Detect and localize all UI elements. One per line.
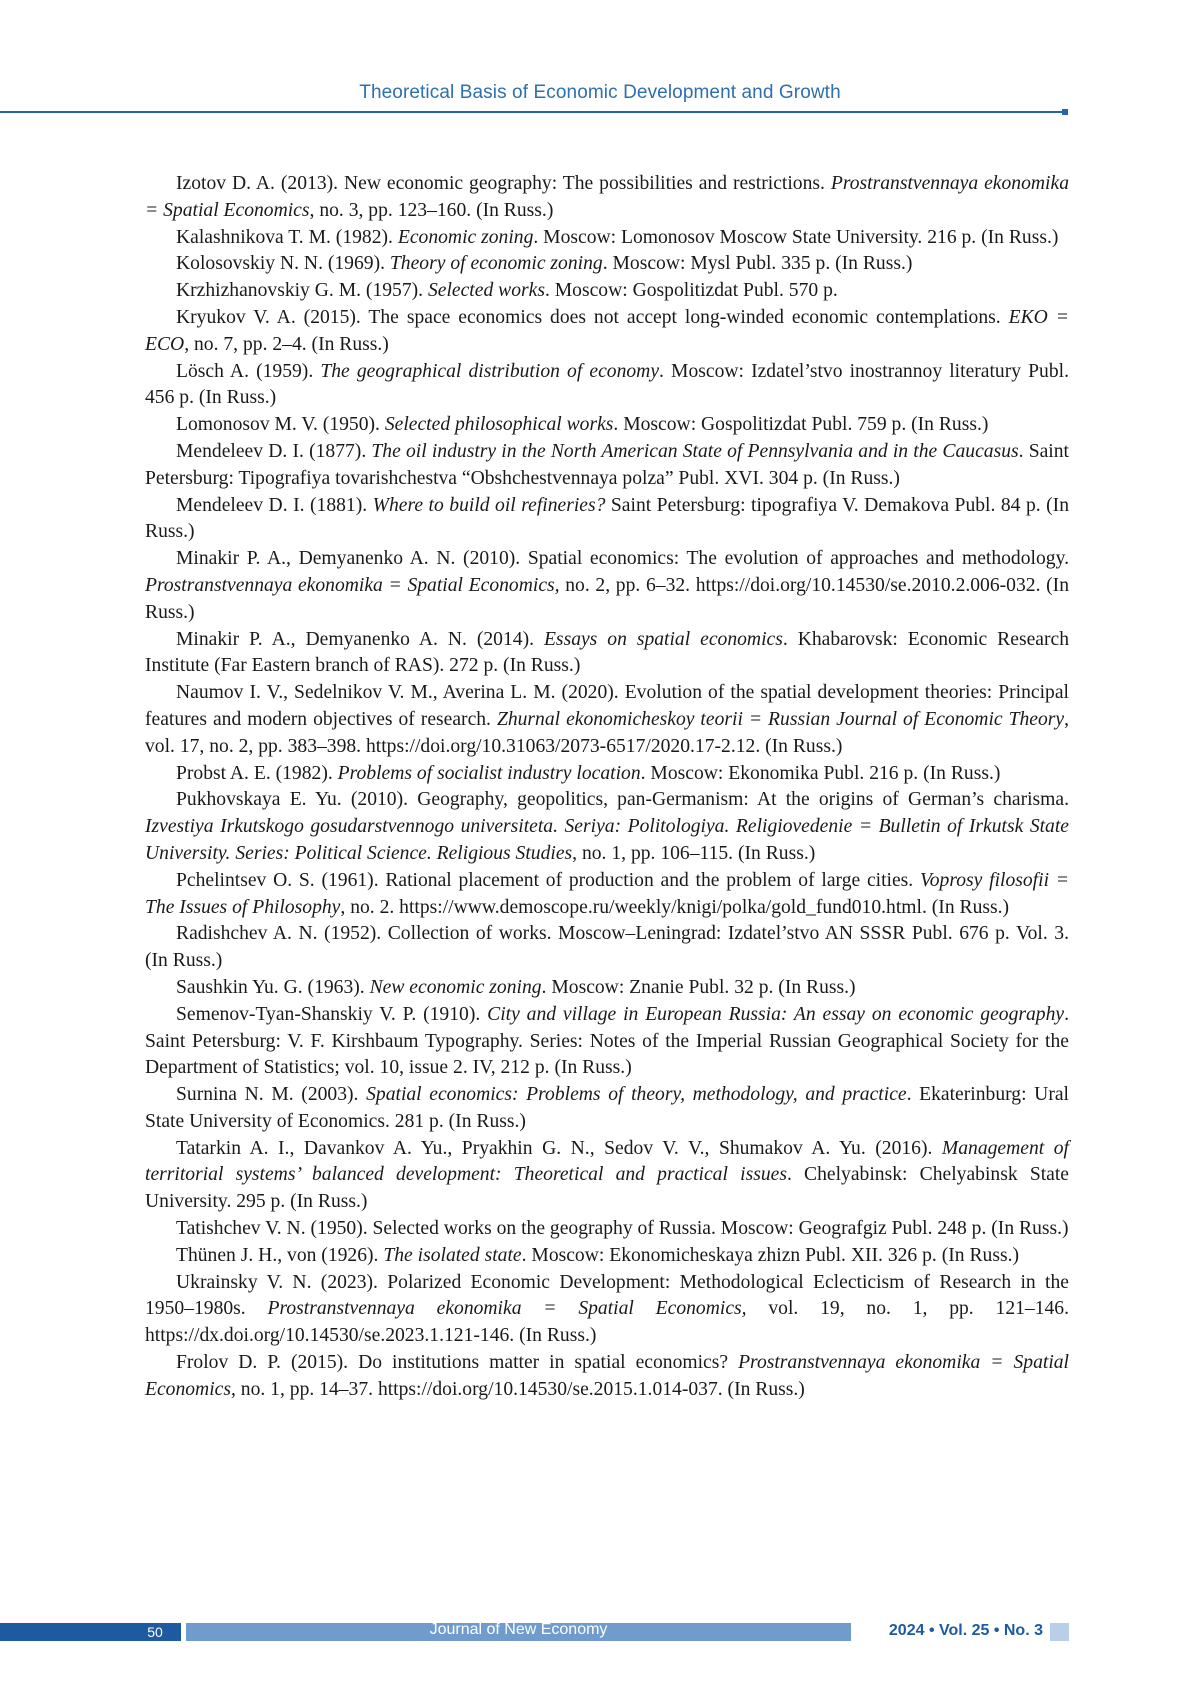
reference-list [145,171,1069,1404]
reference-entry [145,787,1069,867]
reference-entry [145,1243,1069,1270]
issue-info: 2024 • Vol. 25 • No. 3 [858,1620,1043,1642]
header-rule [0,111,1063,113]
reference-text: Saint Petersburg: tipografiya V. Demakova Publ. 84 p. (In Russ.) [145,495,1069,543]
reference-entry [145,975,1069,1002]
reference-entry [145,305,1069,359]
reference-text: Ukrainsky V. N. (2023). Polarized Economic Development: Methodological Eclecticism of Research in the 1950–1980s. [145,1272,1069,1320]
reference-title: Zhurnal ekonomicheskoy teorii = Russian Journal of Economic Theory [497,709,1064,730]
reference-text: Surnina N. M. (2003). [176,1084,366,1105]
reference-title: Selected works [428,280,545,301]
reference-entry [145,1082,1069,1136]
reference-entry [145,1350,1069,1404]
reference-title: The geographical distribution of economy [320,361,659,382]
reference-entry [145,1216,1069,1243]
reference-title: New economic zoning [370,977,542,998]
footer-end-square [1050,1623,1069,1641]
reference-entry [145,680,1069,760]
reference-entry [145,868,1069,922]
journal-name: Journal of New Economy [186,1620,851,1640]
reference-title: Spatial economics: Problems of theory, methodology, and practice [366,1084,906,1105]
reference-title: Voprosy filosofii = The Issues of Philosophy [145,870,1069,918]
reference-title: City and village in European Russia: An essay on economic geography [487,1004,1064,1025]
reference-title: Izvestiya Irkutskogo gosudarstvennogo universiteta. Seriya: Politologiya. Religiovedenie = Bulletin of Irkutsk State University. Series: Political Science. Religious Studies [145,816,1069,864]
reference-text: . Khabarovsk: Economic Research Institute (Far Eastern branch of RAS). 272 p. (In Russ.) [145,629,1069,677]
reference-text: , no. 3, pp. 123–160. (In Russ.) [310,200,554,221]
reference-entry [145,412,1069,439]
reference-text: Naumov I. V., Sedelnikov V. M., Averina L. M. (2020). Evolution of the spatial development theories: Principal features and modern objectives of research. [145,682,1069,730]
reference-entry [145,1270,1069,1350]
reference-text: Tatarkin A. I., Davankov A. Yu., Pryakhin G. N., Sedov V. V., Shumakov A. Yu. (2016). [176,1138,942,1159]
page-number: 50 [130,1622,180,1642]
reference-entry [145,225,1069,252]
reference-text: Radishchev A. N. (1952). Collection of works. Moscow–Leningrad: Izdatel’stvo AN SSSR Publ. 676 p. Vol. 3. (In Russ.) [145,923,1069,971]
reference-entry [145,493,1069,547]
reference-text: , no. 1, pp. 14–37. https://doi.org/10.14530/se.2015.1.014-037. (In Russ.) [231,1379,805,1400]
header-rule-end-square [1062,109,1068,115]
reference-text: Lösch A. (1959). [176,361,320,382]
reference-text: Saushkin Yu. G. (1963). [176,977,370,998]
reference-text: . Saint Petersburg: V. F. Kirshbaum Typography. Series: Notes of the Imperial Russian Geographical Society for the Department of Statistics; vol. 10, issue 2. IV, 212 p. (In Russ.) [145,1004,1069,1079]
running-header-title: Theoretical Basis of Economic Development and Growth [0,82,1200,104]
reference-title: Management of territorial systems’ balanced development: Theoretical and practical issues [145,1138,1069,1186]
reference-entry [145,278,1069,305]
reference-entry [145,359,1069,413]
reference-text: Thünen J. H., von (1926). [176,1245,383,1266]
reference-title: Problems of socialist industry location [338,763,641,784]
reference-text: Minakir P. A., Demyanenko A. N. (2010). Spatial economics: The evolution of approaches and methodology. [176,548,1069,569]
reference-entry [145,439,1069,493]
reference-text: . Chelyabinsk: Chelyabinsk State University. 295 p. (In Russ.) [145,1164,1069,1212]
reference-title: The isolated state [383,1245,521,1266]
reference-text: . Saint Petersburg: Tipografiya tovarishchestva “Obshchestvennaya polza” Publ. XVI. 304 p. (In Russ.) [145,441,1069,489]
reference-text: , vol. 17, no. 2, pp. 383–398. https://doi.org/10.31063/2073-6517/2020.17-2.12. (In Russ.) [145,709,1069,757]
reference-entry [145,1002,1069,1082]
reference-title: The oil industry in the North American State of Pennsylvania and in the Caucasus [371,441,1018,462]
reference-entry [145,921,1069,975]
reference-title: Prostranstvennaya ekonomika = Spatial Economics, [268,1298,747,1319]
reference-text: . Moscow: Izdatel’stvo inostrannoy literatury Publ. 456 p. (In Russ.) [145,361,1069,409]
reference-text: Kryukov V. A. (2015). The space economics does not accept long-winded economic contemplations. [176,307,1009,328]
reference-text: . Moscow: Gospolitizdat Publ. 759 p. (In Russ.) [613,414,988,435]
reference-text: . Moscow: Gospolitizdat Publ. 570 p. [545,280,838,301]
reference-text: Krzhizhanovskiy G. M. (1957). [176,280,428,301]
reference-text: vol. 19, no. 1, pp. 121–146. https://dx.doi.org/10.14530/se.2023.1.121-146. (In Russ.) [145,1298,1069,1346]
reference-title: Theory of economic zoning [390,253,603,274]
reference-text: Mendeleev D. I. (1881). [176,495,373,516]
reference-entry [145,761,1069,788]
reference-text: Pukhovskaya E. Yu. (2010). Geography, geopolitics, pan-Germanism: At the origins of German’s charisma. [176,789,1069,810]
reference-text: . Moscow: Lomonosov Moscow State University. 216 p. (In Russ.) [533,227,1058,248]
reference-text: Minakir P. A., Demyanenko A. N. (2014). [176,629,544,650]
reference-text: Semenov-Tyan-Shanskiy V. P. (1910). [176,1004,487,1025]
reference-text: Probst A. E. (1982). [176,763,338,784]
reference-text: . Moscow: Znanie Publ. 32 p. (In Russ.) [542,977,856,998]
reference-text: Frolov D. P. (2015). Do institutions matter in spatial economics? [176,1352,738,1373]
reference-text: , no. 2. https://www.demoscope.ru/weekly/knigi/polka/gold_fund010.html. (In Russ.) [340,897,1009,918]
reference-text: Izotov D. A. (2013). New economic geography: The possibilities and restrictions. [176,173,831,194]
reference-text: Pchelintsev O. S. (1961). Rational placement of production and the problem of large cities. [176,870,920,891]
reference-title: Economic zoning [398,227,534,248]
reference-text: Mendeleev D. I. (1877). [176,441,371,462]
reference-text: , no. 7, pp. 2–4. (In Russ.) [184,334,389,355]
reference-text: Lomonosov M. V. (1950). [176,414,385,435]
reference-text: Kolosovskiy N. N. (1969). [176,253,390,274]
reference-text: , no. 1, pp. 106–115. (In Russ.) [572,843,815,864]
reference-entry [145,546,1069,626]
reference-text: Tatishchev V. N. (1950). Selected works on the geography of Russia. Moscow: Geografgiz Publ. 248 p. (In Russ.) [176,1218,1069,1239]
reference-title: EKO = ECO [145,307,1069,355]
reference-text: . Moscow: Ekonomicheskaya zhizn Publ. XII. 326 p. (In Russ.) [522,1245,1019,1266]
reference-text: . Moscow: Ekonomika Publ. 216 p. (In Russ.) [641,763,1001,784]
reference-text: Kalashnikova T. M. (1982). [176,227,398,248]
reference-entry [145,251,1069,278]
reference-title: Where to build oil refineries? [373,495,606,516]
reference-text: . Moscow: Mysl Publ. 335 p. (In Russ.) [603,253,913,274]
reference-title: Prostranstvennaya ekonomika = Spatial Economics [145,173,1069,221]
reference-text: no. 2, pp. 6–32. https://doi.org/10.14530/se.2010.2.006-032. (In Russ.) [145,575,1069,623]
reference-title: Prostranstvennaya ekonomika = Spatial Economics, [145,575,560,596]
reference-entry [145,1136,1069,1216]
reference-title: Selected philosophical works [385,414,614,435]
reference-text: . Ekaterinburg: Ural State University of Economics. 281 p. (In Russ.) [145,1084,1069,1132]
reference-entry [145,627,1069,681]
reference-title: Essays on spatial economics [544,629,783,650]
reference-entry [145,171,1069,225]
reference-title: Prostranstvennaya ekonomika = Spatial Economics [145,1352,1069,1400]
